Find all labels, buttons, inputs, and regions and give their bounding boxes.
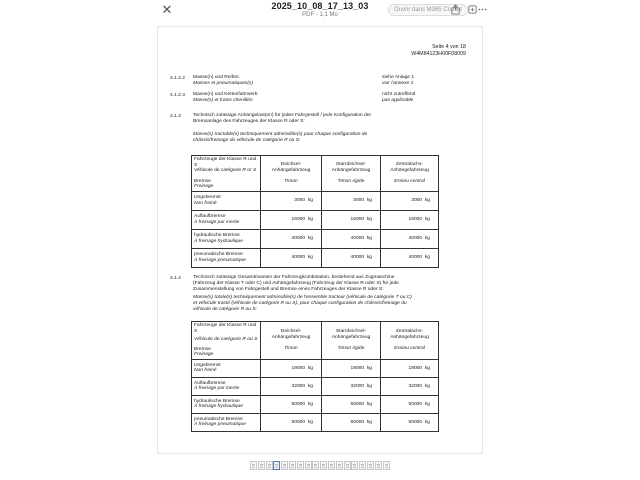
page-thumbnail[interactable] bbox=[312, 461, 319, 470]
table-corner-cell bbox=[192, 322, 261, 360]
upload-icon[interactable] bbox=[450, 4, 461, 15]
combination-mass-table bbox=[191, 321, 439, 432]
page-thumbnail[interactable] bbox=[258, 461, 265, 470]
table-row: Ungebremst Non freiné 19000 kg 19000 kg 19000 kg bbox=[192, 359, 439, 377]
brake-label-fr: Freinage bbox=[194, 352, 214, 358]
column-header: Starrdeichsel-Anhängefahrzeug Timon rigide bbox=[322, 156, 381, 192]
page-thumbnail[interactable] bbox=[375, 461, 382, 470]
section-text-fr: Masse(s) totale(s) techniquement admissible(s) de l'ensemble tracteur (véhicule de catégorie T ou C) et véhicule tracté (véhicule de catégorie R ou S), pour chaque configuration de châssis/freinage du véhicule de catégorie R ou S: bbox=[193, 295, 412, 313]
corner-label-fr: Véhicule de catégorie R ou S bbox=[194, 337, 258, 343]
top-bar bbox=[0, 0, 640, 22]
table-row: pneumatische Bremse À freinage pneumatique 40000 kg 40000 kg 40000 kg bbox=[192, 248, 439, 267]
section-text-de: Technisch zulässige Gesamtmassen der Fahrzeugkombination, bestehend aus Zugmaschine (Fahrzeug der Klasse T oder C) und Anhängefahrzeug (Fahrzeug der Klasse R oder S) für jede Zusammenstellung von Fahrgestell und Bremse eines Fahrzeuges der Klasse R oder S: bbox=[193, 275, 399, 293]
section-number: 4.1.2.2 bbox=[170, 76, 185, 81]
page-thumbnail[interactable] bbox=[281, 461, 288, 470]
section-label-de: Masse(n) und Reifen: bbox=[193, 75, 240, 80]
table-row: Auflaufbremse À freinage par inertie 32000 kg 32000 kg 32000 kg bbox=[192, 377, 439, 395]
document-id: W4M84123H00F08009 bbox=[411, 51, 466, 57]
column-header: Starrdeichsel-Anhängefahrzeug Timon rigide bbox=[322, 322, 381, 360]
more-icon[interactable] bbox=[477, 4, 488, 15]
page-number-label: Seite 4 von 18 bbox=[432, 44, 466, 50]
table-row: hydraulische Bremse À freinage hydraulique 40000 kg 40000 kg 40000 kg bbox=[192, 229, 439, 248]
table-corner-cell bbox=[192, 156, 261, 192]
page-thumbnail[interactable] bbox=[297, 461, 304, 470]
brake-label-de: Bremse bbox=[194, 178, 211, 184]
table-row: Ungebremst Non freiné 3000 kg 3000 kg 3000 kg bbox=[192, 191, 439, 210]
page-thumbnail[interactable] bbox=[266, 461, 273, 470]
page-thumbnail[interactable] bbox=[273, 461, 280, 470]
page-thumbnail[interactable] bbox=[289, 461, 296, 470]
corner-label-de: Fahrzeuge der Klasse R und S bbox=[194, 323, 257, 334]
page-thumbnail[interactable] bbox=[250, 461, 257, 470]
section-number: 4.1.4 bbox=[170, 276, 181, 281]
section-value-de: nicht zutreffend bbox=[382, 92, 416, 97]
close-button[interactable]: ✕ bbox=[161, 2, 173, 17]
section-label bbox=[193, 92, 259, 104]
document-title-block bbox=[258, 1, 382, 19]
brake-label-fr: Freinage bbox=[194, 184, 214, 190]
page-thumbnail[interactable] bbox=[351, 461, 358, 470]
corner-label-de: Fahrzeuge der Klasse R und S bbox=[194, 157, 257, 168]
section-label-fr: Masse(s) et trains chenillés: bbox=[193, 98, 254, 104]
section-value-fr: pas applicable bbox=[382, 98, 414, 104]
section-number: 4.1.3 bbox=[170, 114, 181, 119]
page-thumbnail[interactable] bbox=[383, 461, 390, 470]
table-row: pneumatische Bremse À freinage pneumatique 50000 kg 50000 kg 50000 kg bbox=[192, 413, 439, 431]
section-value-de: siehe Anlage 1 bbox=[382, 75, 415, 80]
section-text-fr: Masse(s) tractable(s) techniquement admissible(s) pour chaque configuration de châssis/freinage du véhicule de catégorie R ou S: bbox=[193, 132, 368, 144]
page-thumbnail[interactable] bbox=[305, 461, 312, 470]
section-value-fr: voir l'annexe 1 bbox=[382, 81, 414, 87]
column-header: Deichsel-Anhängefahrzeug Timon bbox=[261, 156, 322, 192]
page-thumbnail[interactable] bbox=[359, 461, 366, 470]
column-header: Zentralachs-Anhängefahrzeug Essieu central bbox=[381, 322, 439, 360]
open-in-copilot-button[interactable]: Ouvrir dans M365 Copilot bbox=[388, 4, 468, 16]
table-row: hydraulische Bremse À freinage hydraulique 50000 kg 50000 kg 50000 kg bbox=[192, 395, 439, 413]
corner-label-fr: Véhicule de catégorie R or S bbox=[194, 168, 257, 174]
brake-label-de: Bremse bbox=[194, 346, 211, 352]
trailer-load-table bbox=[191, 155, 439, 268]
page-thumbnail[interactable] bbox=[320, 461, 327, 470]
section-value bbox=[382, 75, 414, 87]
section-value bbox=[382, 92, 415, 104]
document-title: 2025_10_08_17_13_03 bbox=[271, 1, 369, 11]
page-thumbnail[interactable] bbox=[367, 461, 374, 470]
document-subtitle: PDF - 1,1 Mo bbox=[302, 12, 338, 18]
document-page bbox=[157, 26, 483, 454]
page-thumbnail[interactable] bbox=[344, 461, 351, 470]
section-text-de: Technisch zulässige Anhängelast(en) für jedes Fahrgestell / jede Konfiguration der Bremsanlage des Fahrzeuges der Klasse R oder S: bbox=[193, 113, 372, 125]
section-label-de: Masse(n) und Kettenfahrwerk: bbox=[193, 92, 259, 97]
page-thumbnail-strip bbox=[250, 461, 390, 471]
column-header: Zentralachs-Anhängefahrzeug Essieu central bbox=[381, 156, 439, 192]
page-thumbnail[interactable] bbox=[336, 461, 343, 470]
section-label bbox=[193, 75, 253, 87]
page-thumbnail[interactable] bbox=[328, 461, 335, 470]
section-label-fr: Masses et pneumatiques(s) bbox=[193, 81, 254, 87]
page-header bbox=[411, 44, 466, 58]
column-header: Deichsel-Anhängefahrzeug Timon bbox=[261, 322, 322, 360]
section-number: 4.1.2.3 bbox=[170, 93, 185, 98]
table-row: Auflaufbremse À freinage par inertie 16000 kg 16000 kg 16000 kg bbox=[192, 210, 439, 229]
